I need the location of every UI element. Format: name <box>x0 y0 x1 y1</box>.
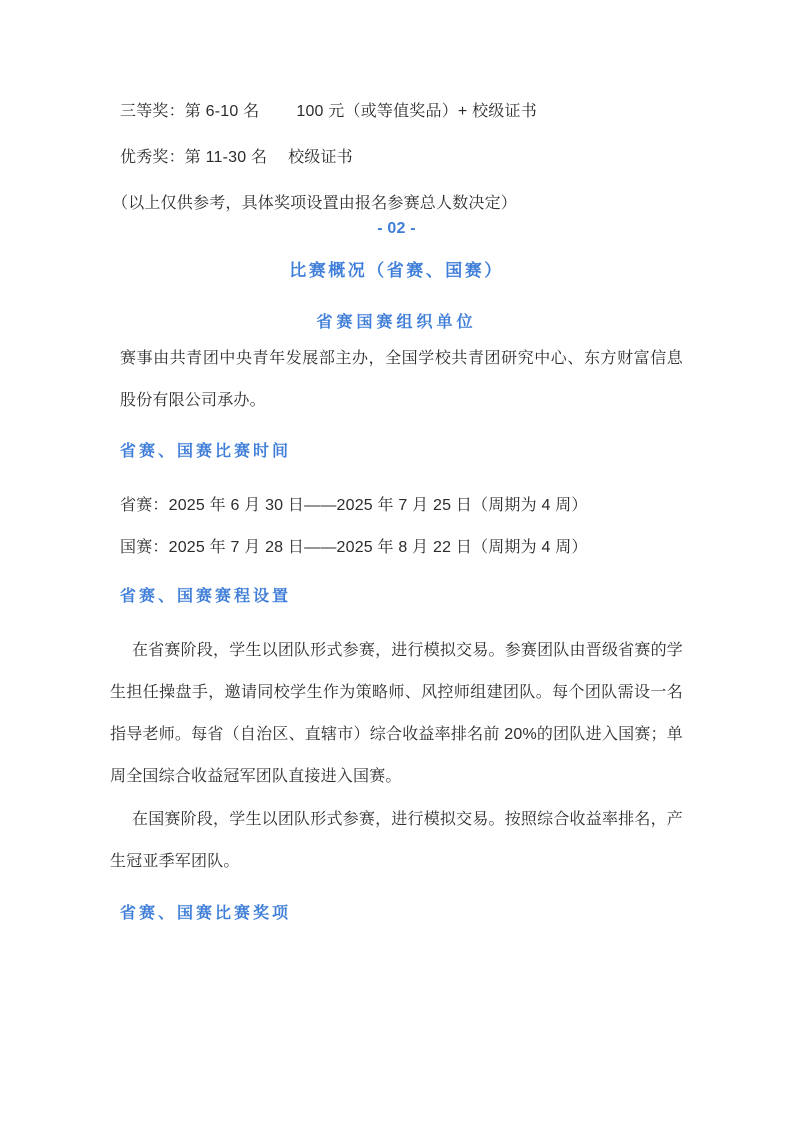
date-line-provincial: 省赛：2025 年 6 月 30 日——2025 年 7 月 25 日（周期为 4 周） <box>120 497 588 514</box>
subsection-title-organizer: 省赛国赛组织单位 <box>316 314 477 331</box>
award-note: （以上仅供参考，具体奖项设置由报名参赛总人数决定） <box>112 195 518 212</box>
paragraph-organizer: 赛事由共青团中央青年发展部主办，全国学校共青团研究中心、东方财富信息股份有限公司承办。 <box>120 350 683 409</box>
heading-schedule-setup: 省赛、国赛赛程设置 <box>120 588 292 605</box>
paragraph-national-stage: 在国赛阶段，学生以团队形式参赛，进行模拟交易。按照综合收益率排名，产生冠亚季军团队。 <box>110 811 683 870</box>
heading-competition-time: 省赛、国赛比赛时间 <box>120 443 292 460</box>
section-title: 比赛概况（省赛、国赛） <box>289 261 504 280</box>
heading-competition-awards: 省赛、国赛比赛奖项 <box>120 905 292 922</box>
date-line-national: 国赛：2025 年 7 月 28 日——2025 年 8 月 22 日（周期为 4 周） <box>120 539 588 556</box>
page-number: - 02 - <box>377 220 416 237</box>
award-line-excellence-prize: 优秀奖：第 11-30 名 校级证书 <box>120 149 353 166</box>
paragraph-provincial-stage: 在省赛阶段，学生以团队形式参赛，进行模拟交易。参赛团队由晋级省赛的学生担任操盘手，邀请同校学生作为策略师、风控师组建团队。每个团队需设一名指导老师。每省（自治区、直辖市）综合收益率排名前 20%的团队进入国赛；单周全国综合收益冠军团队直接进入国赛。 <box>110 642 683 785</box>
award-line-third-prize: 三等奖：第 6-10 名 100 元（或等值奖品）+ 校级证书 <box>120 103 537 120</box>
